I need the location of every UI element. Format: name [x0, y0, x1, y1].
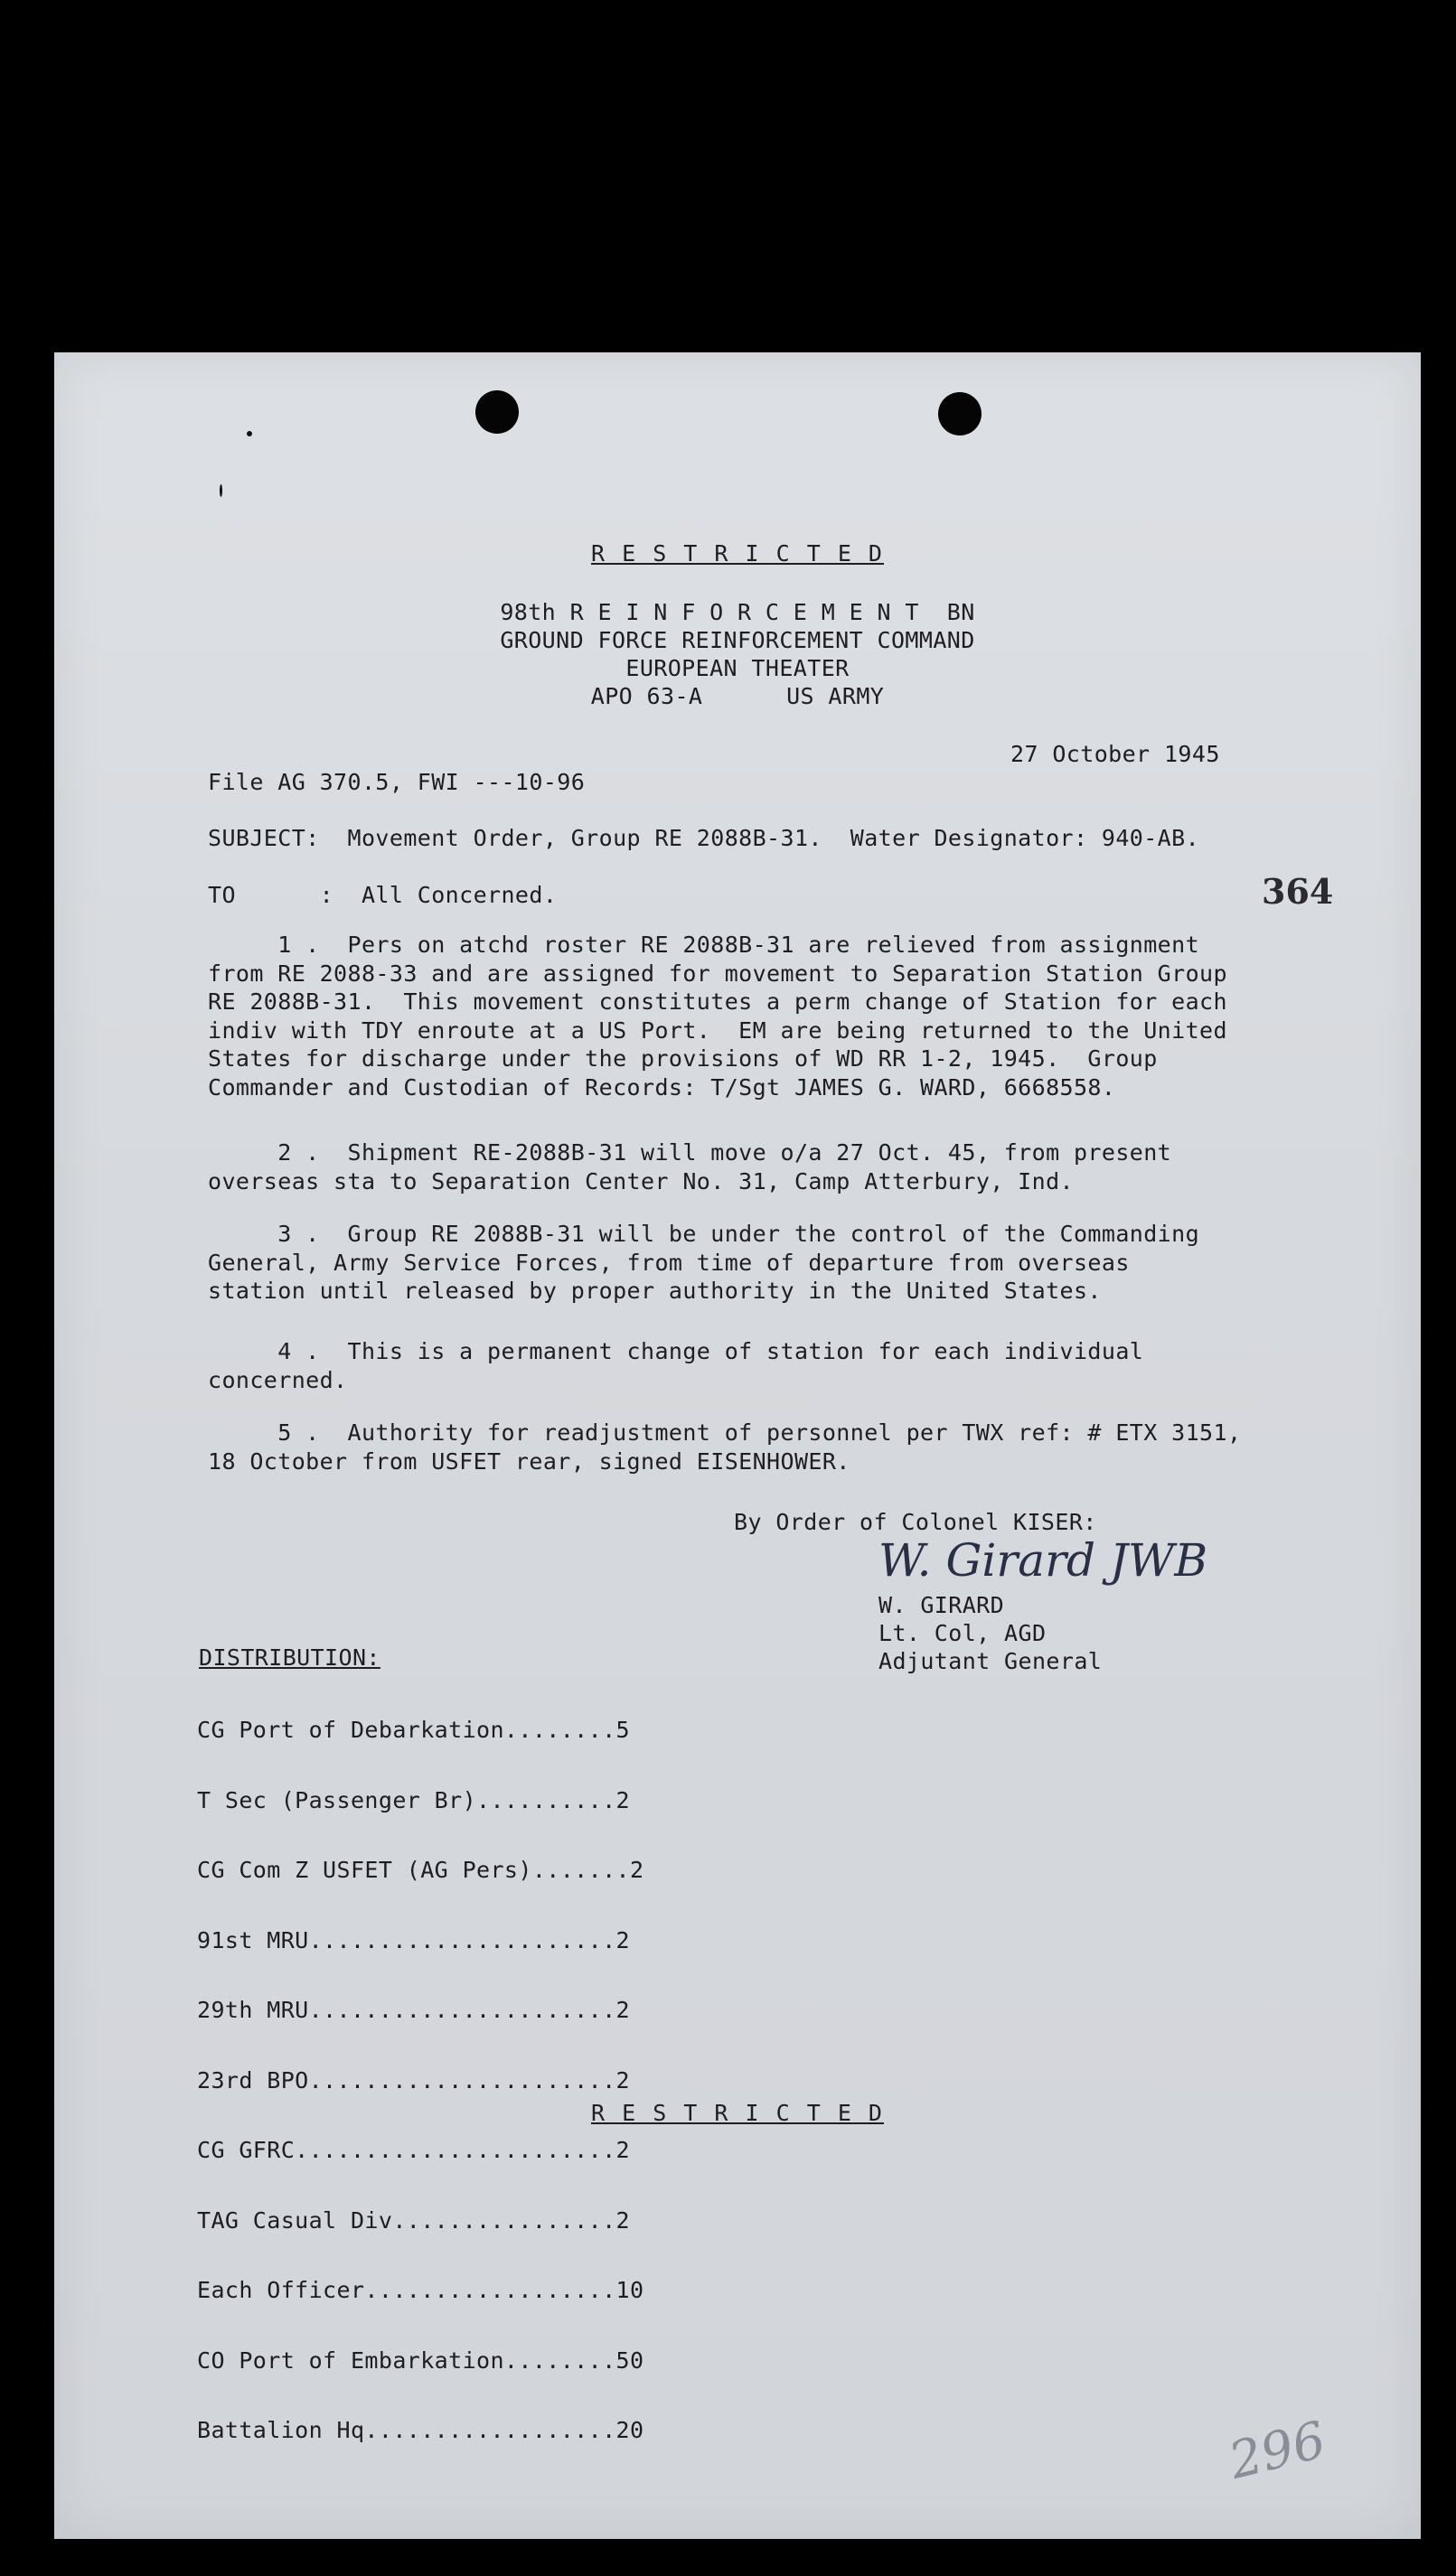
paragraph-3: 3 . Group RE 2088B-31 will be under the control of the Commanding General, Army Service Forces, from time of departure from overseas station until released by proper authority in the United States.: [208, 1221, 1200, 1304]
ink-speck: [220, 484, 222, 497]
page-number-stamp: 364: [1262, 871, 1334, 912]
distribution-row: 91st MRU......................2: [197, 1926, 630, 1953]
distribution-row: 23rd BPO......................2: [197, 2066, 630, 2094]
handwritten-signature: W. Girard JWB: [878, 1534, 1208, 1587]
ink-speck: [247, 431, 252, 436]
pencil-page-number: 296: [1223, 2411, 1332, 2491]
unit-line-2: GROUND FORCE REINFORCEMENT COMMAND: [500, 627, 975, 653]
subject-line: SUBJECT: Movement Order, Group RE 2088B-31. Water Designator: 940-AB.: [208, 825, 1200, 851]
distribution-row: CG GFRC.......................2: [197, 2137, 630, 2163]
file-reference: File AG 370.5, FWI ---10-96: [208, 769, 586, 795]
signer-title: Adjutant General: [878, 1648, 1103, 1674]
paragraph-4: 4 . This is a permanent change of station for each individual concerned.: [208, 1338, 1144, 1393]
unit-line-4: APO 63-A US ARMY: [590, 683, 885, 709]
distribution-row: CG Port of Debarkation........5: [197, 1717, 630, 1743]
paragraph-2: 2 . Shipment RE-2088B-31 will move o/a 27 Oct. 45, from present overseas sta to Separation Center No. 31, Camp Atterbury, Ind.: [208, 1139, 1172, 1194]
by-order-line: By Order of Colonel KISER:: [734, 1509, 1097, 1535]
document-date: 27 October 1945: [1010, 741, 1220, 767]
distribution-row: Each Officer..................10: [197, 2277, 644, 2303]
distribution-row: 29th MRU......................2: [197, 1997, 630, 2023]
paragraph-5: 5 . Authority for readjustment of personnel per TWX ref: # ETX 3151, 18 October from USFET rear, signed EISENHOWER.: [208, 1419, 1242, 1475]
distribution-row: CG Com Z USFET (AG Pers).......2: [197, 1857, 644, 1883]
distribution-row: T Sec (Passenger Br)..........2: [197, 1786, 630, 1813]
distribution-row: TAG Casual Div................2: [197, 2206, 630, 2234]
punch-hole-left: [475, 390, 519, 434]
classification-top: R E S T R I C T E D: [591, 540, 884, 567]
to-line: TO : All Concerned.: [208, 882, 558, 908]
distribution-row: Battalion Hq..................20: [197, 2417, 644, 2443]
unit-line-1: 98th R E I N F O R C E M E N T BN: [500, 599, 975, 625]
classification-bottom: R E S T R I C T E D: [591, 2100, 884, 2126]
paragraph-1: 1 . Pers on atchd roster RE 2088B-31 are relieved from assignment from RE 2088-33 and are assigned for movement to Separation Station Group RE 2088B-31. This movement constitutes a perm change of Station for each indiv with TDY enroute at a US Port. EM are being returned to the United States for discharge under the provisions of WD RR 1-2, 1945. Group Commander and Custodian of Records: T/Sgt JAMES G. WARD, 6668558.: [208, 932, 1227, 1101]
punch-hole-right: [938, 392, 982, 436]
signer-rank: Lt. Col, AGD: [878, 1620, 1047, 1646]
signer-name: W. GIRARD: [878, 1592, 1005, 1618]
document-page: [54, 352, 1421, 2539]
unit-line-3: EUROPEAN THEATER: [625, 655, 850, 681]
distribution-list: [197, 1673, 643, 2489]
distribution-row: CO Port of Embarkation........50: [197, 2347, 644, 2374]
distribution-heading: DISTRIBUTION:: [199, 1644, 380, 1671]
